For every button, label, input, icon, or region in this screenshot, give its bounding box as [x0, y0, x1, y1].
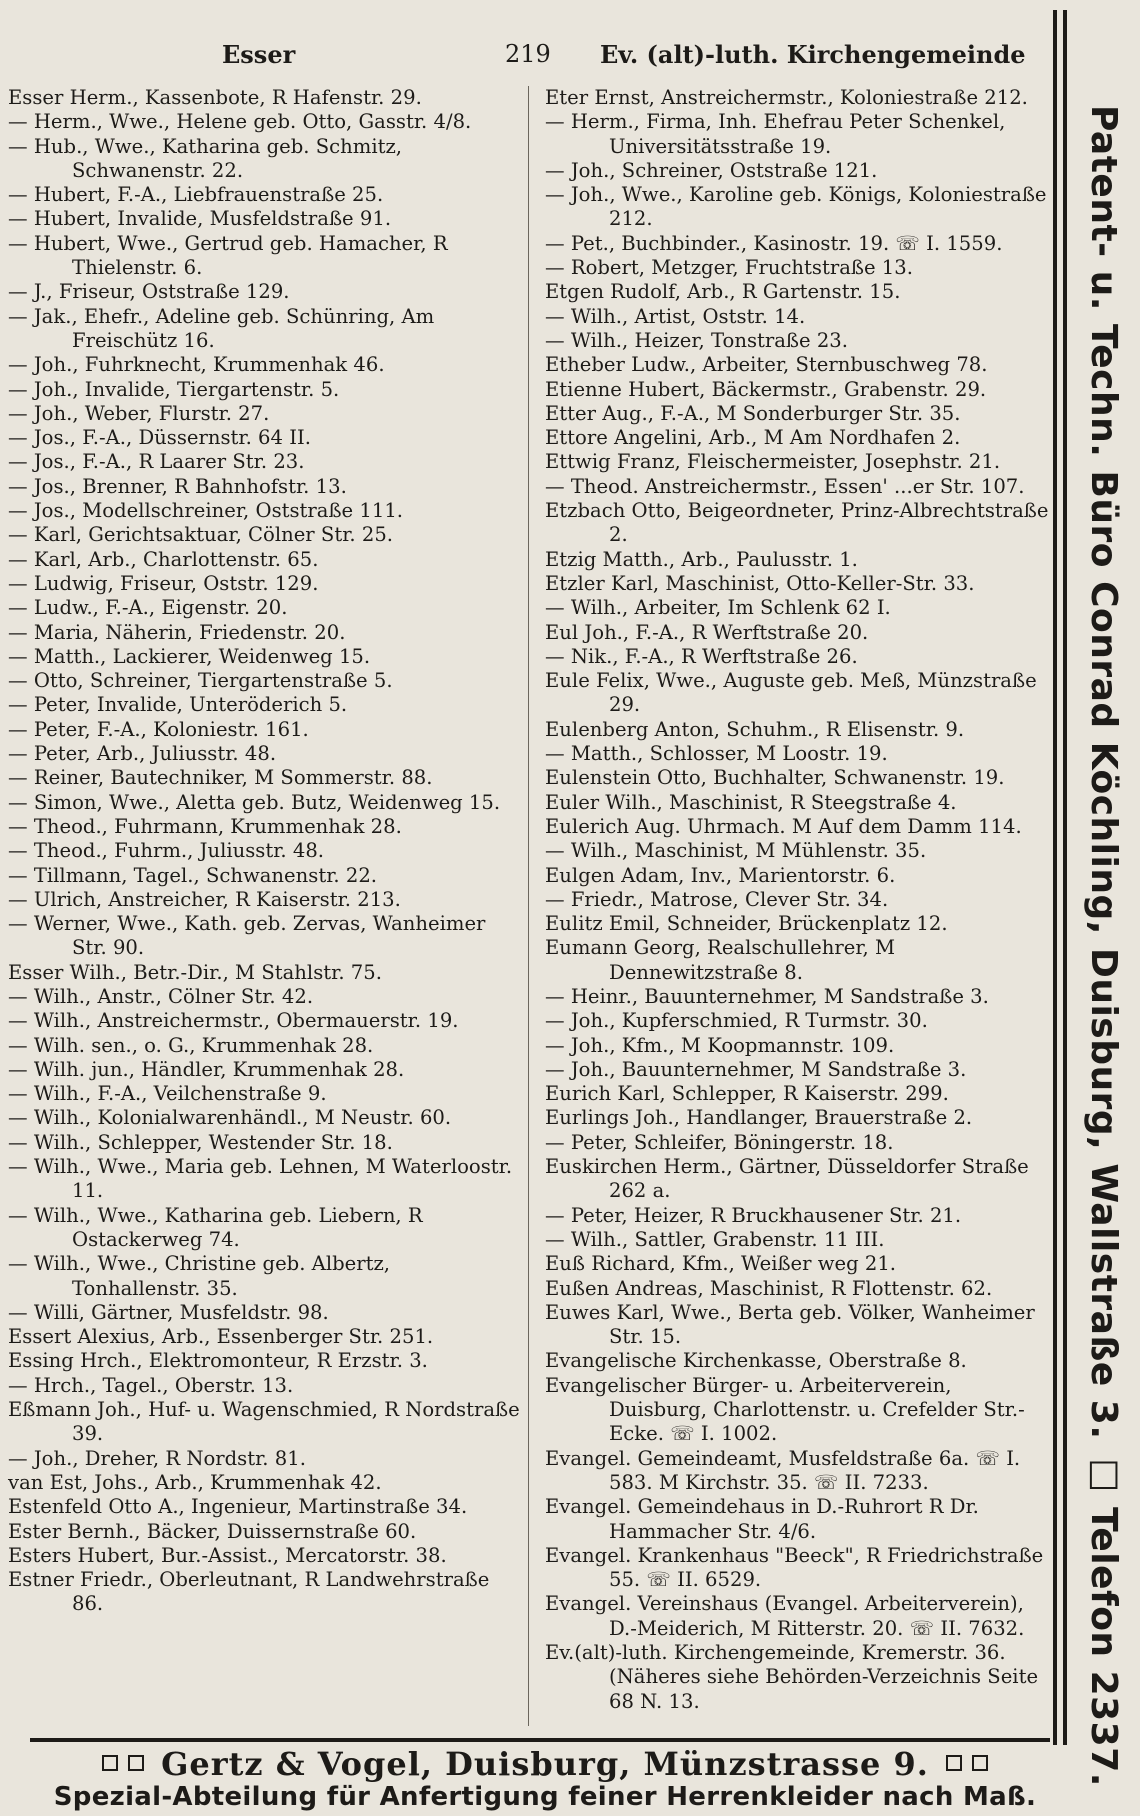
directory-entry: — Joh., Kupferschmied, R Turmstr. 30. — [545, 1009, 928, 1033]
directory-entry: Essing Hrch., Elektromonteur, R Erzstr. 3. — [8, 1349, 428, 1373]
sidebar-rule-left — [1053, 10, 1057, 1745]
right-column — [545, 86, 1055, 1714]
directory-entry: — Theod. Anstreichermstr., Essen' ...er Str. 107. — [545, 474, 1025, 498]
directory-entry: Eulerich Aug. Uhrmach. M Auf dem Damm 114. — [545, 814, 1022, 838]
directory-entry: — Wilh., Wwe., Maria geb. Lehnen, M Waterloostr. 11. — [8, 1155, 513, 1203]
directory-entry: — Hub., Wwe., Katharina geb. Schmitz, Schwanenstr. 22. — [8, 134, 403, 182]
square-icon — [128, 1755, 144, 1771]
directory-entry: Eulenstein Otto, Buchhalter, Schwanenstr. 19. — [545, 766, 1005, 790]
directory-entry: — Joh., Fuhrknecht, Krummenhak 46. — [8, 353, 385, 377]
directory-entry: Evangelische Kirchenkasse, Oberstraße 8. — [545, 1349, 967, 1373]
footer-line-1: Gertz & Vogel, Duisburg, Münzstrasse 9. — [161, 1745, 929, 1783]
directory-entry: — Theod., Fuhrm., Juliusstr. 48. — [8, 839, 325, 863]
directory-entry: Euskirchen Herm., Gärtner, Düsseldorfer Straße 262 a. — [545, 1155, 1029, 1203]
directory-entry: — Jak., Ehefr., Adeline geb. Schünring, Am Freischütz 16. — [8, 304, 435, 352]
directory-entry: — Simon, Wwe., Aletta geb. Butz, Weidenweg 15. — [8, 790, 501, 814]
directory-entry: — Joh., Weber, Flurstr. 27. — [8, 401, 270, 425]
directory-entry: Evangel. Gemeindehaus in D.-Ruhrort R Dr. Hammacher Str. 4/6. — [545, 1495, 979, 1543]
footer-line-2: Spezial-Abteilung für Anfertigung feiner Herrenkleider nach Maß. — [53, 1782, 1037, 1812]
directory-entry: Eumann Georg, Realschullehrer, M Dennewitzstraße 8. — [545, 936, 896, 984]
directory-entry: — Nik., F.-A., R Werftstraße 26. — [545, 644, 858, 668]
directory-entry: Evangel. Vereinshaus (Evangel. Arbeiterverein), D.-Meiderich, M Ritterstr. 20. ☏ II. 7632. — [545, 1592, 1025, 1640]
directory-entry: Euler Wilh., Maschinist, R Steegstraße 4. — [545, 790, 957, 814]
directory-entry: — Wilh. jun., Händler, Krummenhak 28. — [8, 1057, 405, 1081]
directory-entry: Etienne Hubert, Bäckermstr., Grabenstr. 29. — [545, 377, 987, 401]
directory-entry: Etzbach Otto, Beigeordneter, Prinz-Albrechtstraße 2. — [545, 499, 1049, 547]
directory-entry: — Theod., Fuhrmann, Krummenhak 28. — [8, 814, 402, 838]
directory-entry: — Joh., Invalide, Tiergartenstr. 5. — [8, 377, 340, 401]
directory-entry: — Wilh., Wwe., Christine geb. Albertz, Tonhallenstr. 35. — [8, 1252, 391, 1300]
directory-entry: — Jos., F.-A., R Laarer Str. 23. — [8, 450, 305, 474]
directory-entry: — Robert, Metzger, Fruchtstraße 13. — [545, 256, 913, 280]
directory-entry: — Wilh., Anstreichermstr., Obermauerstr. 19. — [8, 1009, 459, 1033]
directory-entry: — Joh., Wwe., Karoline geb. Königs, Koloniestraße 212. — [545, 183, 1047, 231]
directory-entry: — Herm., Firma, Inh. Ehefrau Peter Schenkel, Universitätsstraße 19. — [545, 110, 1006, 158]
directory-entry: — Peter, Invalide, Unteröderich 5. — [8, 693, 348, 717]
directory-entry: — Willi, Gärtner, Musfeldstr. 98. — [8, 1300, 329, 1324]
directory-entry: — Wilh., Arbeiter, Im Schlenk 62 I. — [545, 596, 891, 620]
directory-entry: Ettwig Franz, Fleischermeister, Josephstr. 21. — [545, 450, 1001, 474]
directory-entry: Ettore Angelini, Arb., M Am Nordhafen 2. — [545, 426, 961, 450]
directory-entry: — Ludw., F.-A., Eigenstr. 20. — [8, 596, 288, 620]
directory-entry: — Ludwig, Friseur, Oststr. 129. — [8, 571, 319, 595]
directory-entry: — Otto, Schreiner, Tiergartenstraße 5. — [8, 669, 393, 693]
directory-entry: Eulgen Adam, Inv., Marientorstr. 6. — [545, 863, 896, 887]
directory-entry: — Wilh., Artist, Oststr. 14. — [545, 304, 806, 328]
directory-entry: — Maria, Näherin, Friedenstr. 20. — [8, 620, 346, 644]
directory-entry: — Wilh., Anstr., Cölner Str. 42. — [8, 984, 314, 1008]
sidebar-rule-right — [1063, 10, 1067, 1745]
directory-entry: Eulenberg Anton, Schuhm., R Elisenstr. 9. — [545, 717, 965, 741]
directory-entry: Evangelischer Bürger- u. Arbeiterverein, Duisburg, Charlottenstr. u. Crefelder Str.-Ecke. ☏ I. 1002. — [545, 1373, 1025, 1446]
directory-entry: — Peter, Schleifer, Böningerstr. 18. — [545, 1130, 894, 1154]
footer-advertisement — [30, 1745, 1060, 1785]
directory-entry: — Wilh., Heizer, Tonstraße 23. — [545, 328, 849, 352]
directory-entry: — Ulrich, Anstreicher, R Kaiserstr. 213. — [8, 887, 401, 911]
directory-entry: — Hubert, F.-A., Liebfrauenstraße 25. — [8, 183, 384, 207]
directory-entry: — Hubert, Wwe., Gertrud geb. Hamacher, R Thielenstr. 6. — [8, 231, 448, 280]
directory-entry: — Peter, F.-A., Koloniestr. 161. — [8, 717, 309, 741]
directory-entry: — Pet., Buchbinder., Kasinostr. 19. ☏ I. 1559. — [545, 231, 1003, 255]
directory-entry: — Karl, Arb., Charlottenstr. 65. — [8, 547, 319, 571]
directory-entry: Etter Aug., F.-A., M Sonderburger Str. 35. — [545, 401, 961, 425]
directory-entry: Evangel. Gemeindeamt, Musfeldstraße 6a. ☏ I. 583. M Kirchstr. 35. ☏ II. 7233. — [545, 1446, 1021, 1494]
directory-entry: Evangel. Krankenhaus "Beeck", R Friedrichstraße 55. ☏ II. 6529. — [545, 1543, 1044, 1592]
directory-entry: — Jos., Brenner, R Bahnhofstr. 13. — [8, 474, 347, 498]
directory-entry: — Wilh., F.-A., Veilchenstraße 9. — [8, 1082, 327, 1106]
page-header — [0, 40, 1040, 74]
directory-entry: — Matth., Schlosser, M Loostr. 19. — [545, 742, 888, 766]
directory-entry: — Wilh., Wwe., Katharina geb. Liebern, R Ostackerweg 74. — [8, 1203, 423, 1251]
directory-entry: — Tillmann, Tagel., Schwanenstr. 22. — [8, 863, 378, 887]
header-right: Ev. (alt)-luth. Kirchengemeinde — [600, 40, 1026, 69]
sidebar-text: Patent- u. Techn. Büro Conrad Köchling, Duisburg, Wallstraße 3. □ Telefon 2337. — [1083, 105, 1124, 1787]
directory-entry: — Jos., Modellschreiner, Oststraße 111. — [8, 499, 404, 523]
page-number: 219 — [505, 40, 551, 68]
directory-entry: — Friedr., Matrose, Clever Str. 34. — [545, 887, 889, 911]
square-icon — [972, 1755, 988, 1771]
directory-entry: — Joh., Kfm., M Koopmannstr. 109. — [545, 1033, 895, 1057]
directory-entry: Etzig Matth., Arb., Paulusstr. 1. — [545, 547, 858, 571]
directory-entry: Etgen Rudolf, Arb., R Gartenstr. 15. — [545, 280, 901, 304]
directory-entry: Ev.(alt)-luth. Kirchengemeinde, Kremerstr. 36. (Näheres siehe Behörden-Verzeichnis Seite 68 N. 13. — [545, 1641, 1039, 1713]
directory-entry: Etheber Ludw., Arbeiter, Sternbuschweg 78. — [545, 353, 988, 377]
directory-entry: Eter Ernst, Anstreichermstr., Koloniestraße 212. — [545, 86, 1028, 109]
directory-entry: — Hubert, Invalide, Musfeldstraße 91. — [8, 207, 392, 231]
directory-entry: — Wilh., Maschinist, M Mühlenstr. 35. — [545, 839, 927, 863]
directory-entry: — Joh., Bauunternehmer, M Sandstraße 3. — [545, 1057, 967, 1081]
directory-entry: — Werner, Wwe., Kath. geb. Zervas, Wanheimer Str. 90. — [8, 912, 486, 960]
directory-entry: Essert Alexius, Arb., Essenberger Str. 251. — [8, 1325, 434, 1349]
directory-entry: — Hrch., Tagel., Oberstr. 13. — [8, 1373, 294, 1397]
footer-rule — [30, 1738, 1050, 1742]
directory-entry: Esters Hubert, Bur.-Assist., Mercatorstr. 38. — [8, 1543, 447, 1567]
square-icon — [946, 1755, 962, 1771]
directory-entry: Euß Richard, Kfm., Weißer weg 21. — [545, 1252, 897, 1276]
directory-entry: — J., Friseur, Oststraße 129. — [8, 280, 290, 304]
directory-entry: Etzler Karl, Maschinist, Otto-Keller-Str. 33. — [545, 571, 975, 595]
directory-entry: — Reiner, Bautechniker, M Sommerstr. 88. — [8, 766, 433, 790]
directory-entry: — Wilh. sen., o. G., Krummenhak 28. — [8, 1033, 374, 1057]
directory-entry: — Karl, Gerichtsaktuar, Cölner Str. 25. — [8, 523, 394, 547]
directory-entry: Eußen Andreas, Maschinist, R Flottenstr. 62. — [545, 1276, 993, 1300]
directory-entry: Eßmann Joh., Huf- u. Wagenschmied, R Nordstraße 39. — [8, 1398, 520, 1446]
directory-entry: Euwes Karl, Wwe., Berta geb. Völker, Wanheimer Str. 15. — [545, 1300, 1035, 1349]
directory-entry: Eurich Karl, Schlepper, R Kaiserstr. 299. — [545, 1082, 949, 1106]
directory-entry: Eurlings Joh., Handlanger, Brauerstraße 2. — [545, 1106, 973, 1130]
directory-entry: — Peter, Heizer, R Bruckhausener Str. 21. — [545, 1203, 962, 1227]
directory-entry: — Joh., Dreher, R Nordstr. 81. — [8, 1446, 306, 1470]
directory-entry: Estner Friedr., Oberleutnant, R Landwehrstraße 86. — [8, 1568, 490, 1616]
left-column — [8, 86, 523, 1617]
directory-entry: — Wilh., Sattler, Grabenstr. 11 III. — [545, 1227, 885, 1251]
directory-entry: Eulitz Emil, Schneider, Brückenplatz 12. — [545, 912, 948, 936]
directory-entry: — Jos., F.-A., Düssernstr. 64 II. — [8, 426, 311, 450]
directory-entry: Eul Joh., F.-A., R Werftstraße 20. — [545, 620, 869, 644]
directory-entry: Esser Herm., Kassenbote, R Hafenstr. 29. — [8, 86, 422, 109]
directory-entry: Eule Felix, Wwe., Auguste geb. Meß, Münzstraße 29. — [545, 669, 1037, 717]
directory-entry: — Peter, Arb., Juliusstr. 48. — [8, 742, 277, 766]
column-divider — [528, 86, 529, 1726]
directory-entry: van Est, Johs., Arb., Krummenhak 42. — [8, 1470, 382, 1494]
directory-entry: Estenfeld Otto A., Ingenieur, Martinstraße 34. — [8, 1495, 468, 1519]
directory-entry: — Wilh., Kolonialwarenhändl., M Neustr. 60. — [8, 1106, 452, 1130]
directory-entry: — Wilh., Schlepper, Westender Str. 18. — [8, 1130, 393, 1154]
sidebar-advertisement — [1045, 10, 1137, 1787]
header-left: Esser — [222, 40, 296, 69]
directory-entry: Ester Bernh., Bäcker, Duissernstraße 60. — [8, 1519, 417, 1543]
directory-entry: — Matth., Lackierer, Weidenweg 15. — [8, 644, 371, 668]
directory-entry: — Heinr., Bauunternehmer, M Sandstraße 3. — [545, 984, 989, 1008]
directory-entry: Esser Wilh., Betr.-Dir., M Stahlstr. 75. — [8, 960, 382, 984]
directory-entry: — Herm., Wwe., Helene geb. Otto, Gasstr. 4/8. — [8, 110, 472, 134]
square-icon — [102, 1755, 118, 1771]
directory-entry: — Joh., Schreiner, Oststraße 121. — [545, 158, 878, 182]
